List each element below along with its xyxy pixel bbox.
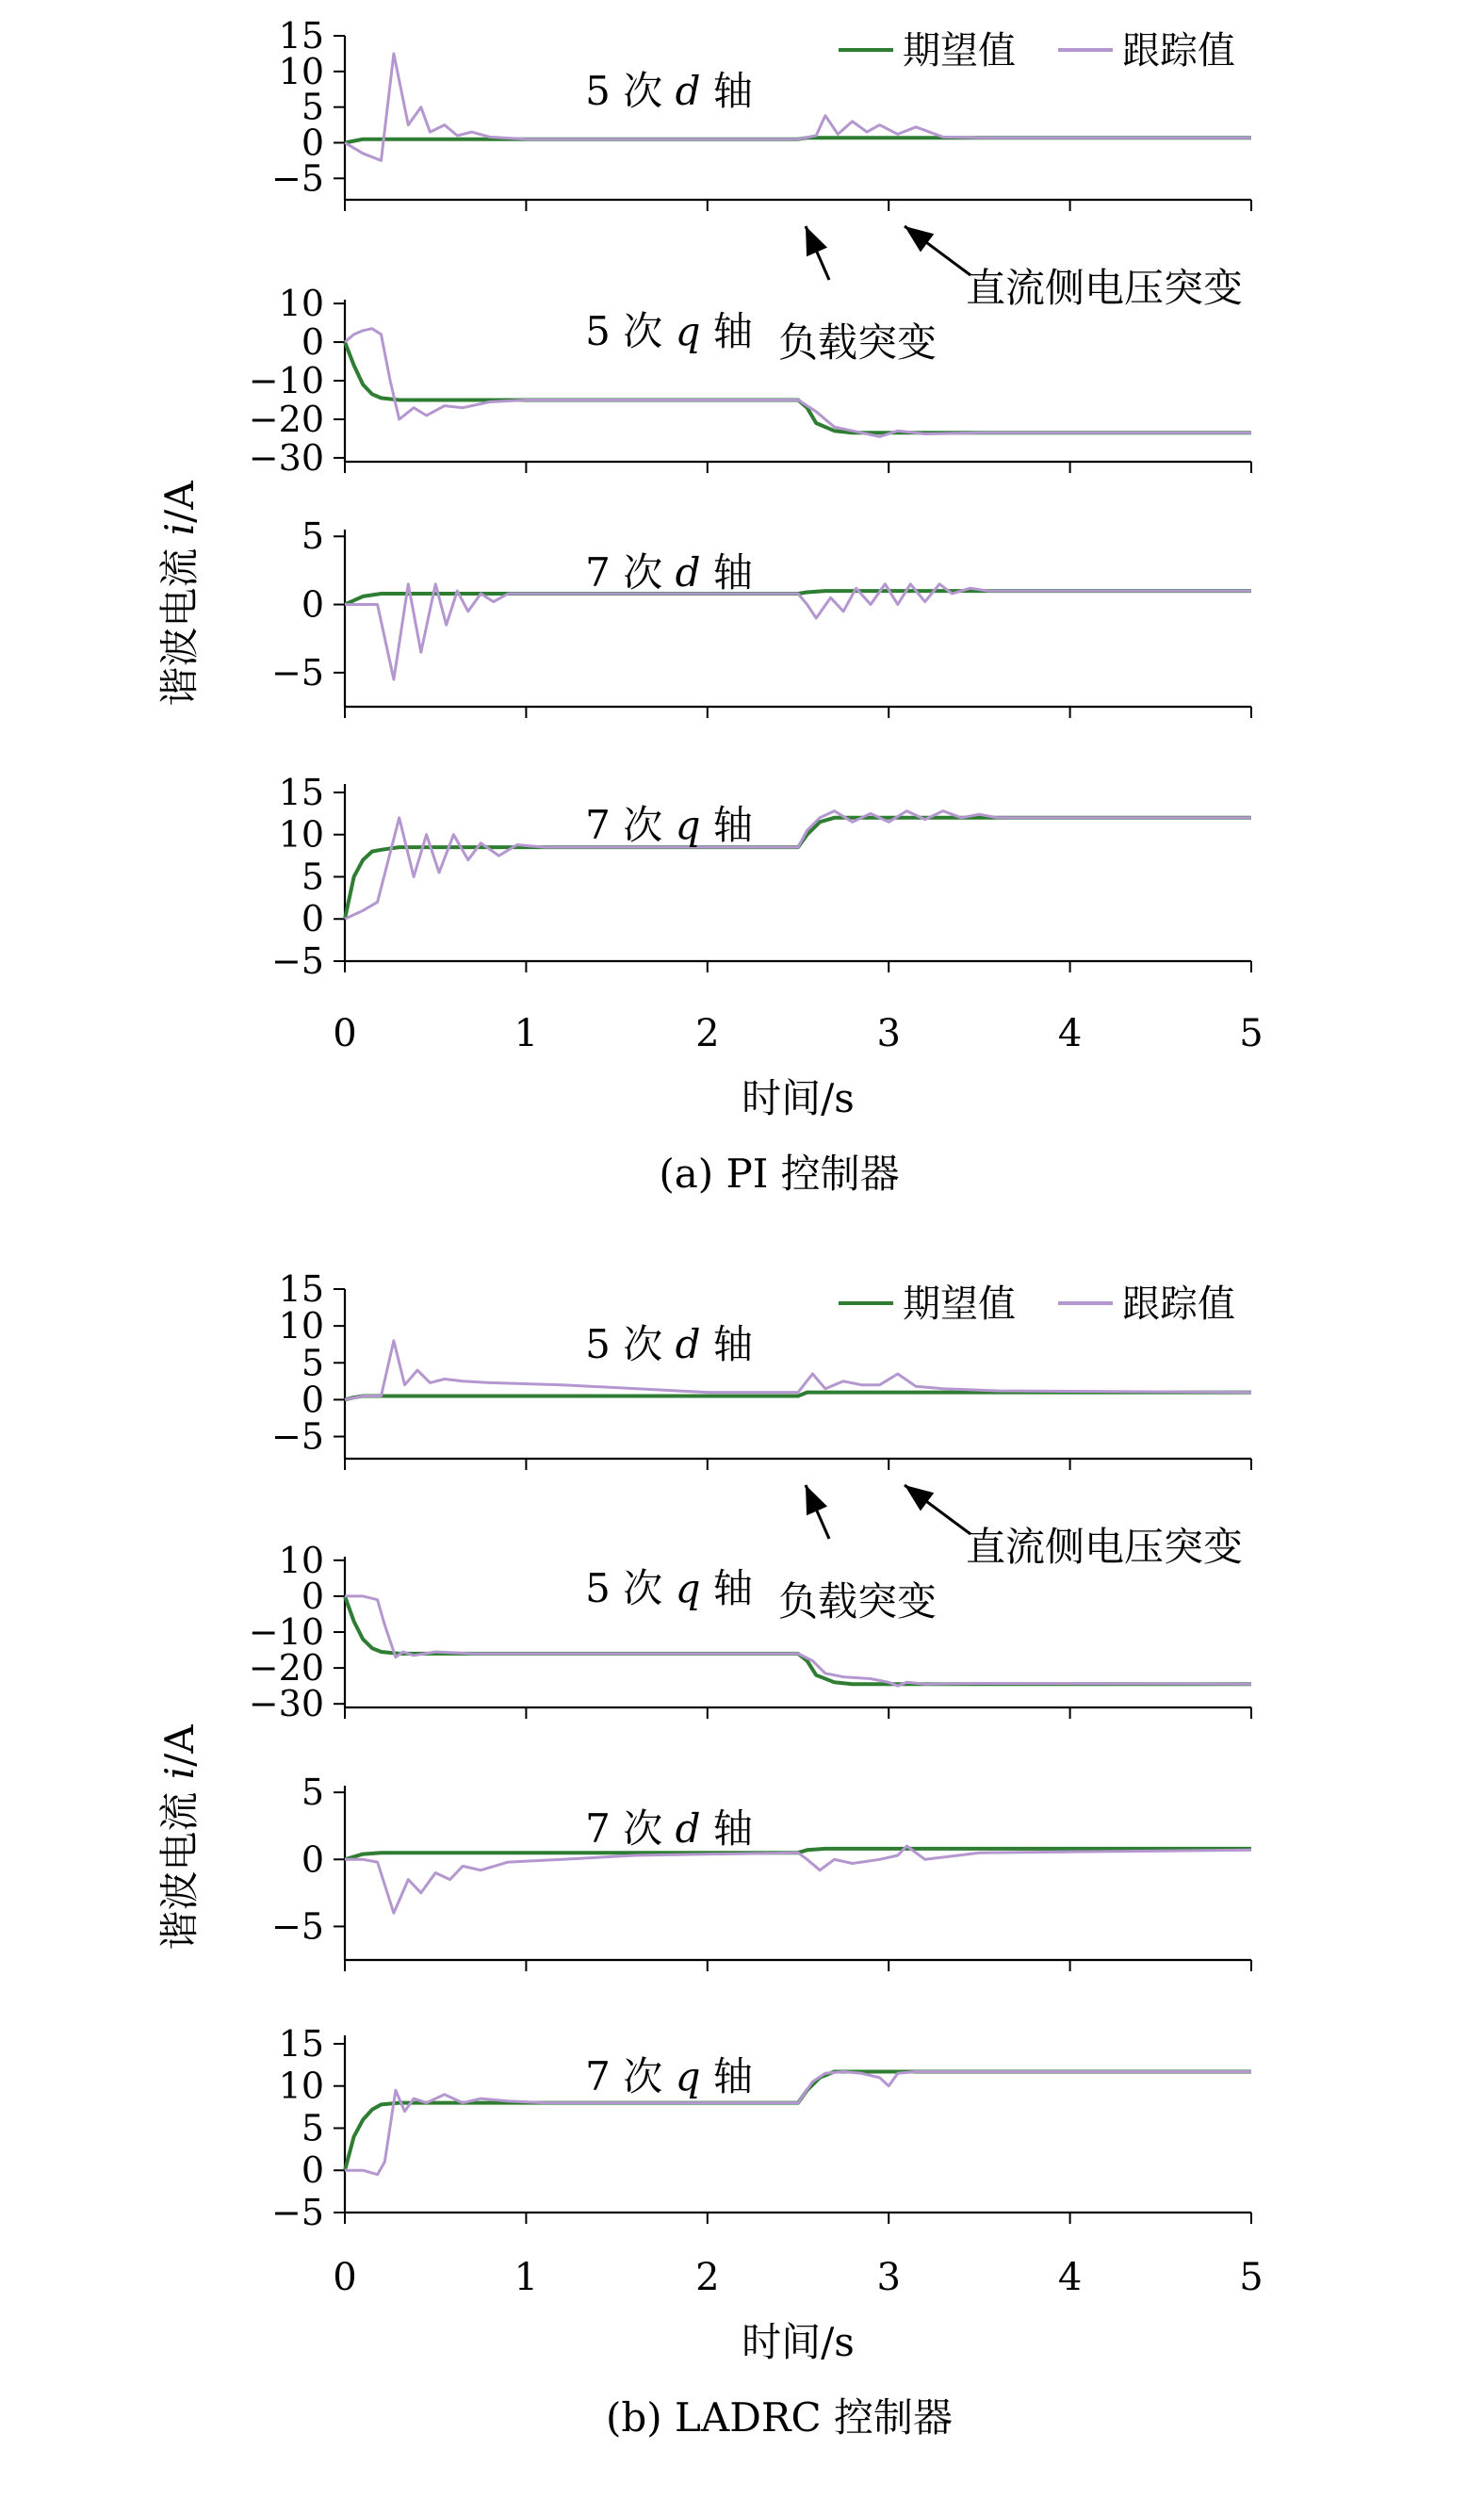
x-axis-title: 时间/s bbox=[742, 1075, 855, 1121]
y-tick-label: −20 bbox=[248, 1647, 324, 1690]
y-tick-label: 10 bbox=[278, 1305, 324, 1347]
x-tick-label: 4 bbox=[1057, 2256, 1083, 2299]
y-tick-label: 5 bbox=[301, 515, 324, 558]
panel-4 bbox=[271, 2023, 1251, 2233]
y-tick-label: −5 bbox=[270, 1905, 324, 1948]
panel-title-suffix: 轴 bbox=[700, 1805, 753, 1852]
legend-label-tracked: 跟踪值 bbox=[1122, 29, 1235, 73]
panel-title-suffix: 轴 bbox=[700, 308, 753, 354]
y-tick-label: 10 bbox=[278, 2065, 324, 2107]
panel-title-suffix: 轴 bbox=[700, 1565, 753, 1611]
y-tick-label: 5 bbox=[301, 856, 324, 898]
y-tick-label: 15 bbox=[278, 1268, 324, 1310]
x-tick-label: 2 bbox=[695, 1012, 720, 1055]
panel-title bbox=[585, 549, 753, 596]
arrow-head-icon bbox=[806, 1485, 827, 1515]
panel-title-order: 5 次 bbox=[585, 1321, 676, 1367]
legend-label-desired: 期望值 bbox=[903, 29, 1016, 73]
y-tick-label: −5 bbox=[270, 940, 324, 982]
y-axis-title-main: 谐波电流 bbox=[156, 1779, 203, 1951]
series-line-desired bbox=[345, 2072, 1251, 2171]
panel-1 bbox=[271, 15, 1251, 211]
y-tick-label: −5 bbox=[270, 157, 324, 200]
panel-title-suffix: 轴 bbox=[700, 549, 753, 596]
panel-title bbox=[585, 308, 753, 354]
panel-title-order: 5 次 bbox=[585, 308, 676, 354]
y-tick-label: −30 bbox=[248, 1683, 324, 1725]
series-line-tracked bbox=[345, 584, 1251, 679]
y-tick-label: 15 bbox=[278, 15, 324, 57]
y-tick-label: −10 bbox=[248, 1611, 324, 1653]
subfigure-caption: (a) PI 控制器 bbox=[659, 1151, 900, 1197]
panel-4 bbox=[271, 772, 1251, 982]
y-tick-label: 10 bbox=[278, 1539, 324, 1581]
chart-group-b bbox=[156, 1268, 1264, 2441]
y-tick-label: 0 bbox=[301, 1575, 324, 1617]
panel-title-order: 5 次 bbox=[585, 1565, 676, 1611]
arrow-head-icon bbox=[905, 1485, 934, 1511]
y-axis-title-var: i bbox=[156, 522, 203, 536]
x-tick-label: 2 bbox=[695, 2256, 720, 2299]
arrow-head-icon bbox=[905, 226, 934, 253]
series-line-tracked bbox=[345, 54, 1251, 160]
panel-title bbox=[585, 2053, 753, 2099]
legend-label-tracked: 跟踪值 bbox=[1122, 1282, 1235, 1326]
y-tick-label: 5 bbox=[301, 1772, 324, 1814]
panel-title bbox=[585, 68, 753, 114]
y-tick-label: 5 bbox=[301, 1342, 324, 1384]
panel-title-suffix: 轴 bbox=[700, 802, 753, 848]
y-tick-label: −20 bbox=[248, 398, 324, 440]
y-tick-label: 15 bbox=[278, 2022, 324, 2065]
panel-title-suffix: 轴 bbox=[700, 2053, 753, 2099]
y-tick-label: 0 bbox=[301, 1379, 324, 1421]
x-axis-title: 时间/s bbox=[742, 2319, 855, 2365]
y-tick-label: 5 bbox=[301, 2107, 324, 2149]
x-tick-label: 1 bbox=[514, 1012, 539, 1055]
panel-title-order: 7 次 bbox=[585, 2053, 676, 2099]
panel-title-order: 7 次 bbox=[585, 549, 676, 596]
subfigure-caption: (b) LADRC 控制器 bbox=[605, 2394, 954, 2441]
panel-title-order: 7 次 bbox=[585, 1805, 676, 1852]
panel-title-axis: q bbox=[675, 2053, 701, 2099]
panel-title-axis: d bbox=[675, 1321, 701, 1367]
x-tick-label: 3 bbox=[876, 2256, 901, 2299]
chart-group-a bbox=[156, 15, 1264, 1197]
x-tick-label: 5 bbox=[1239, 2256, 1264, 2299]
y-tick-label: 0 bbox=[301, 583, 324, 626]
panel-title-order: 7 次 bbox=[585, 802, 676, 848]
y-axis-title bbox=[156, 481, 203, 707]
y-tick-label: 5 bbox=[301, 86, 324, 128]
panel-3 bbox=[271, 1772, 1251, 1971]
x-tick-label: 4 bbox=[1057, 1012, 1083, 1055]
series-line-tracked bbox=[345, 2072, 1251, 2175]
x-tick-label: 5 bbox=[1239, 1012, 1264, 1055]
panel-2 bbox=[249, 283, 1251, 479]
panel-1 bbox=[271, 1268, 1251, 1470]
x-tick-label: 3 bbox=[876, 1012, 901, 1055]
panel-title-axis: d bbox=[675, 68, 701, 114]
y-axis-title-unit: /A bbox=[156, 1724, 203, 1767]
annotation-dc-step: 直流侧电压突变 bbox=[966, 1524, 1244, 1570]
panel-title-order: 5 次 bbox=[585, 68, 676, 114]
annotation-load-step: 负载突变 bbox=[777, 319, 938, 366]
y-tick-label: 0 bbox=[301, 898, 324, 940]
legend-label-desired: 期望值 bbox=[903, 1282, 1016, 1326]
panel-title-axis: q bbox=[675, 1565, 701, 1611]
x-tick-label: 0 bbox=[333, 1012, 357, 1055]
panel-title-axis: q bbox=[675, 308, 701, 354]
y-axis-title bbox=[156, 1724, 203, 1951]
panel-title-axis: d bbox=[675, 1805, 701, 1852]
panel-title bbox=[585, 1565, 753, 1611]
y-tick-label: −10 bbox=[248, 360, 324, 401]
series-line-desired bbox=[345, 818, 1251, 919]
panel-title-suffix: 轴 bbox=[700, 1321, 753, 1367]
annotation-dc-step: 直流侧电压突变 bbox=[966, 265, 1244, 311]
series-line-tracked bbox=[345, 811, 1251, 920]
series-line-tracked bbox=[345, 1846, 1251, 1913]
panel-title-axis: d bbox=[675, 549, 701, 596]
y-tick-label: 0 bbox=[301, 2149, 324, 2192]
panel-title-axis: q bbox=[675, 802, 701, 848]
arrow-head-icon bbox=[806, 226, 827, 256]
y-tick-label: 10 bbox=[278, 50, 324, 92]
x-tick-label: 1 bbox=[514, 2256, 539, 2299]
y-axis-title-unit: /A bbox=[156, 481, 203, 523]
y-tick-label: 10 bbox=[278, 813, 324, 856]
y-tick-label: −5 bbox=[270, 651, 324, 694]
panel-3 bbox=[271, 515, 1251, 718]
y-axis-title-var: i bbox=[156, 1766, 203, 1780]
panel-title bbox=[585, 802, 753, 848]
panel-title bbox=[585, 1805, 753, 1852]
series-line-tracked bbox=[345, 1341, 1251, 1400]
panel-title bbox=[585, 1321, 753, 1367]
y-tick-label: 0 bbox=[301, 1838, 324, 1881]
panel-title-suffix: 轴 bbox=[700, 68, 753, 114]
y-axis-title-main: 谐波电流 bbox=[156, 535, 203, 707]
y-tick-label: 0 bbox=[301, 122, 324, 164]
y-tick-label: −30 bbox=[248, 436, 324, 479]
annotation-load-step: 负载突变 bbox=[777, 1578, 938, 1625]
y-tick-label: 10 bbox=[278, 283, 324, 325]
x-tick-label: 0 bbox=[333, 2256, 357, 2299]
y-tick-label: −5 bbox=[270, 2192, 324, 2233]
y-tick-label: 0 bbox=[301, 321, 324, 364]
y-tick-label: 15 bbox=[278, 771, 324, 813]
y-tick-label: −5 bbox=[270, 1415, 324, 1458]
